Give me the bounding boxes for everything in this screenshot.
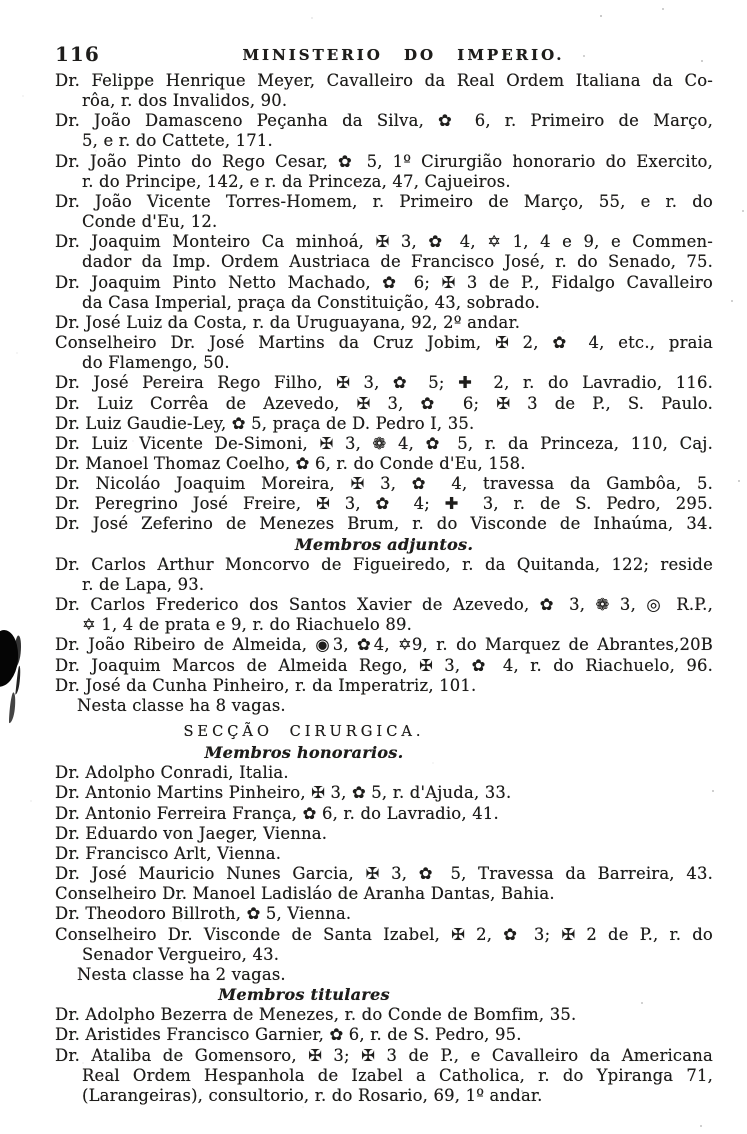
entry-line: Dr. João Pinto do Rego Cesar, ✿ 5, 1º Cirurgião honorario do Exercito, (55, 151, 713, 171)
entry-line: Dr. Ataliba de Gomensoro, ✠ 3; ✠ 3 de P., e Cavalleiro da Americana (55, 1045, 713, 1065)
directory-entry (55, 904, 713, 924)
entry-line: Dr. José Luiz da Costa, r. da Uruguayana, 92, 2º andar. (55, 312, 521, 332)
entry-line: Dr. Carlos Arthur Moncorvo de Figueiredo, r. da Quitanda, 122; reside (55, 554, 713, 574)
entry-line: Conselheiro Dr. Visconde de Santa Izabel, ✠ 2, ✿ 3; ✠ 2 de P., r. do (55, 924, 713, 944)
entry-line: Dr. Luiz Vicente De-Simoni, ✠ 3, ❁ 4, ✿ 5, r. da Princeza, 110, Caj. (55, 433, 713, 453)
entry-line: Dr. Nicoláo Joaquim Moreira, ✠ 3, ✿ 4, travessa da Gambôa, 5. (55, 474, 713, 494)
entry-line: do Flamengo, 50. (82, 353, 230, 373)
entry-line: Dr. Antonio Ferreira França, ✿ 6, r. do Lavradio, 41. (55, 803, 499, 823)
entry-line: rôa, r. dos Invalidos, 90. (82, 91, 288, 111)
entry-line: Dr. Manoel Thomaz Coelho, ✿ 6, r. do Conde d'Eu, 158. (55, 453, 526, 473)
entry-line: Dr. Aristides Francisco Garnier, ✿ 6, r. de S. Pedro, 95. (55, 1025, 522, 1045)
entry-line: Dr. José Mauricio Nunes Garcia, ✠ 3, ✿ 5, Travessa da Barreira, 43. (55, 864, 713, 884)
subsection-heading: Membros titulares (218, 985, 390, 1005)
directory-entry (55, 152, 713, 192)
directory-entry (55, 595, 713, 635)
entry-line: Dr. João Ribeiro de Almeida, ◉3, ✿4, ✡9, r. do Marquez de Abrantes,20B (55, 635, 713, 655)
directory-entry (55, 232, 713, 272)
directory-entry (55, 925, 713, 965)
directory-entry (55, 656, 713, 676)
directory-entry (55, 864, 713, 884)
directory-entry (55, 844, 713, 864)
directory-entry (55, 192, 713, 232)
directory-entry (55, 676, 713, 696)
ink-stain (0, 629, 21, 689)
entry-line: Conselheiro Dr. José Martins da Cruz Jobim, ✠ 2, ✿ 4, etc., praia (55, 333, 713, 353)
scan-noise-speckles (0, 0, 2, 2)
directory-entry (55, 884, 713, 904)
entry-line: Dr. José Pereira Rego Filho, ✠ 3, ✿ 5; ✚ 2, r. do Lavradio, 116. (55, 373, 713, 393)
note-line: Nesta classe ha 8 vagas. (77, 695, 286, 715)
directory-entry (55, 333, 713, 373)
entry-line: Dr. Joaquim Marcos de Almeida Rego, ✠ 3, ✿ 4, r. do Riachuelo, 96. (55, 655, 713, 675)
entry-line: Dr. Adolpho Conradi, Italia. (55, 763, 289, 783)
entry-line: Real Ordem Hespanhola de Izabel a Catholica, r. do Ypiranga 71, (82, 1065, 713, 1085)
directory-entry (55, 1046, 713, 1106)
directory-entry (55, 273, 713, 313)
directory-entry (55, 373, 713, 393)
entry-line: Conselheiro Dr. Manoel Ladisláo de Aranha Dantas, Bahia. (55, 884, 555, 904)
directory-entry (55, 555, 713, 595)
entry-line: Dr. Francisco Arlt, Vienna. (55, 843, 282, 863)
entry-line: Dr. Luiz Gaudie-Ley, ✿ 5, praça de D. Pedro I, 35. (55, 413, 475, 433)
entry-line: 5, e r. do Cattete, 171. (82, 131, 273, 151)
section-heading: SECÇÃO CIRURGICA. (183, 723, 425, 740)
entry-line: Dr. Antonio Martins Pinheiro, ✠ 3, ✿ 5, r. d'Ajuda, 33. (55, 783, 512, 803)
page-number: 116 (55, 42, 100, 66)
entry-line: Dr. Luiz Corrêa de Azevedo, ✠ 3, ✿ 6; ✠ 3 de P., S. Paulo. (55, 393, 713, 413)
directory-entry (55, 494, 713, 514)
entry-line: Dr. José Zeferino de Menezes Brum, r. do Visconde de Inhaúma, 34. (55, 514, 713, 534)
subsection-heading: Membros adjuntos. (294, 534, 474, 554)
directory-entry (55, 394, 713, 414)
directory-entry (55, 824, 713, 844)
entry-line: da Casa Imperial, praça da Constituição, 43, sobrado. (82, 292, 541, 312)
directory-entry (55, 454, 713, 474)
document-content (55, 71, 713, 1106)
directory-entry (55, 474, 713, 494)
directory-entry (55, 111, 713, 151)
directory-entry (55, 434, 713, 454)
entry-line: dador da Imp. Ordem Austriaca de Francisco José, r. do Senado, 75. (82, 252, 713, 272)
entry-line: Dr. Joaquim Pinto Netto Machado, ✿ 6; ✠ 3 de P., Fidalgo Cavalleiro (55, 272, 713, 292)
entry-line: Conde d'Eu, 12. (82, 212, 218, 232)
entry-line: Dr. João Damasceno Peçanha da Silva, ✿ 6, r. Primeiro de Março, (55, 111, 713, 131)
entry-line: r. do Principe, 142, e r. da Princeza, 47, Cajueiros. (82, 171, 511, 191)
directory-entry (55, 414, 713, 434)
directory-entry (55, 71, 713, 111)
directory-entry (55, 783, 713, 803)
directory-entry (55, 1025, 713, 1045)
entry-line: Dr. Eduardo von Jaeger, Vienna. (55, 823, 328, 843)
directory-entry (55, 313, 713, 333)
entry-line: Dr. Adolpho Bezerra de Menezes, r. do Conde de Bomfim, 35. (55, 1005, 577, 1025)
entry-line: Dr. Peregrino José Freire, ✠ 3, ✿ 4; ✚ 3, r. de S. Pedro, 295. (55, 494, 713, 514)
page-header-title: MINISTERIO DO IMPERIO. (242, 46, 565, 64)
entry-line: Dr. Joaquim Monteiro Ca minhoá, ✠ 3, ✿ 4, ✡ 1, 4 e 9, e Commen- (55, 232, 713, 252)
directory-entry (55, 804, 713, 824)
entry-line: (Larangeiras), consultorio, r. do Rosario, 69, 1º andar. (82, 1085, 543, 1105)
entry-line: r. de Lapa, 93. (82, 574, 205, 594)
directory-entry (55, 635, 713, 655)
entry-line: Dr. Felippe Henrique Meyer, Cavalleiro da Real Ordem Italiana da Co- (55, 71, 713, 90)
entry-line: Dr. João Vicente Torres-Homem, r. Primeiro de Março, 55, e r. do (55, 191, 713, 211)
directory-entry (55, 1005, 713, 1025)
entry-line: Senador Vergueiro, 43. (82, 944, 280, 964)
directory-entry (55, 514, 713, 534)
entry-line: Dr. José da Cunha Pinheiro, r. da Imperatriz, 101. (55, 675, 477, 695)
entry-line: Dr. Carlos Frederico dos Santos Xavier de Azevedo, ✿ 3, ❁ 3, ◎ R.P., (55, 595, 713, 615)
entry-line: ✡ 1, 4 de prata e 9, r. do Riachuelo 89. (82, 615, 413, 635)
entry-line: Dr. Theodoro Billroth, ✿ 5, Vienna. (55, 904, 352, 924)
directory-entry (55, 763, 713, 783)
subsection-heading: Membros honorarios. (204, 743, 404, 763)
note-line: Nesta classe ha 2 vagas. (77, 964, 286, 984)
